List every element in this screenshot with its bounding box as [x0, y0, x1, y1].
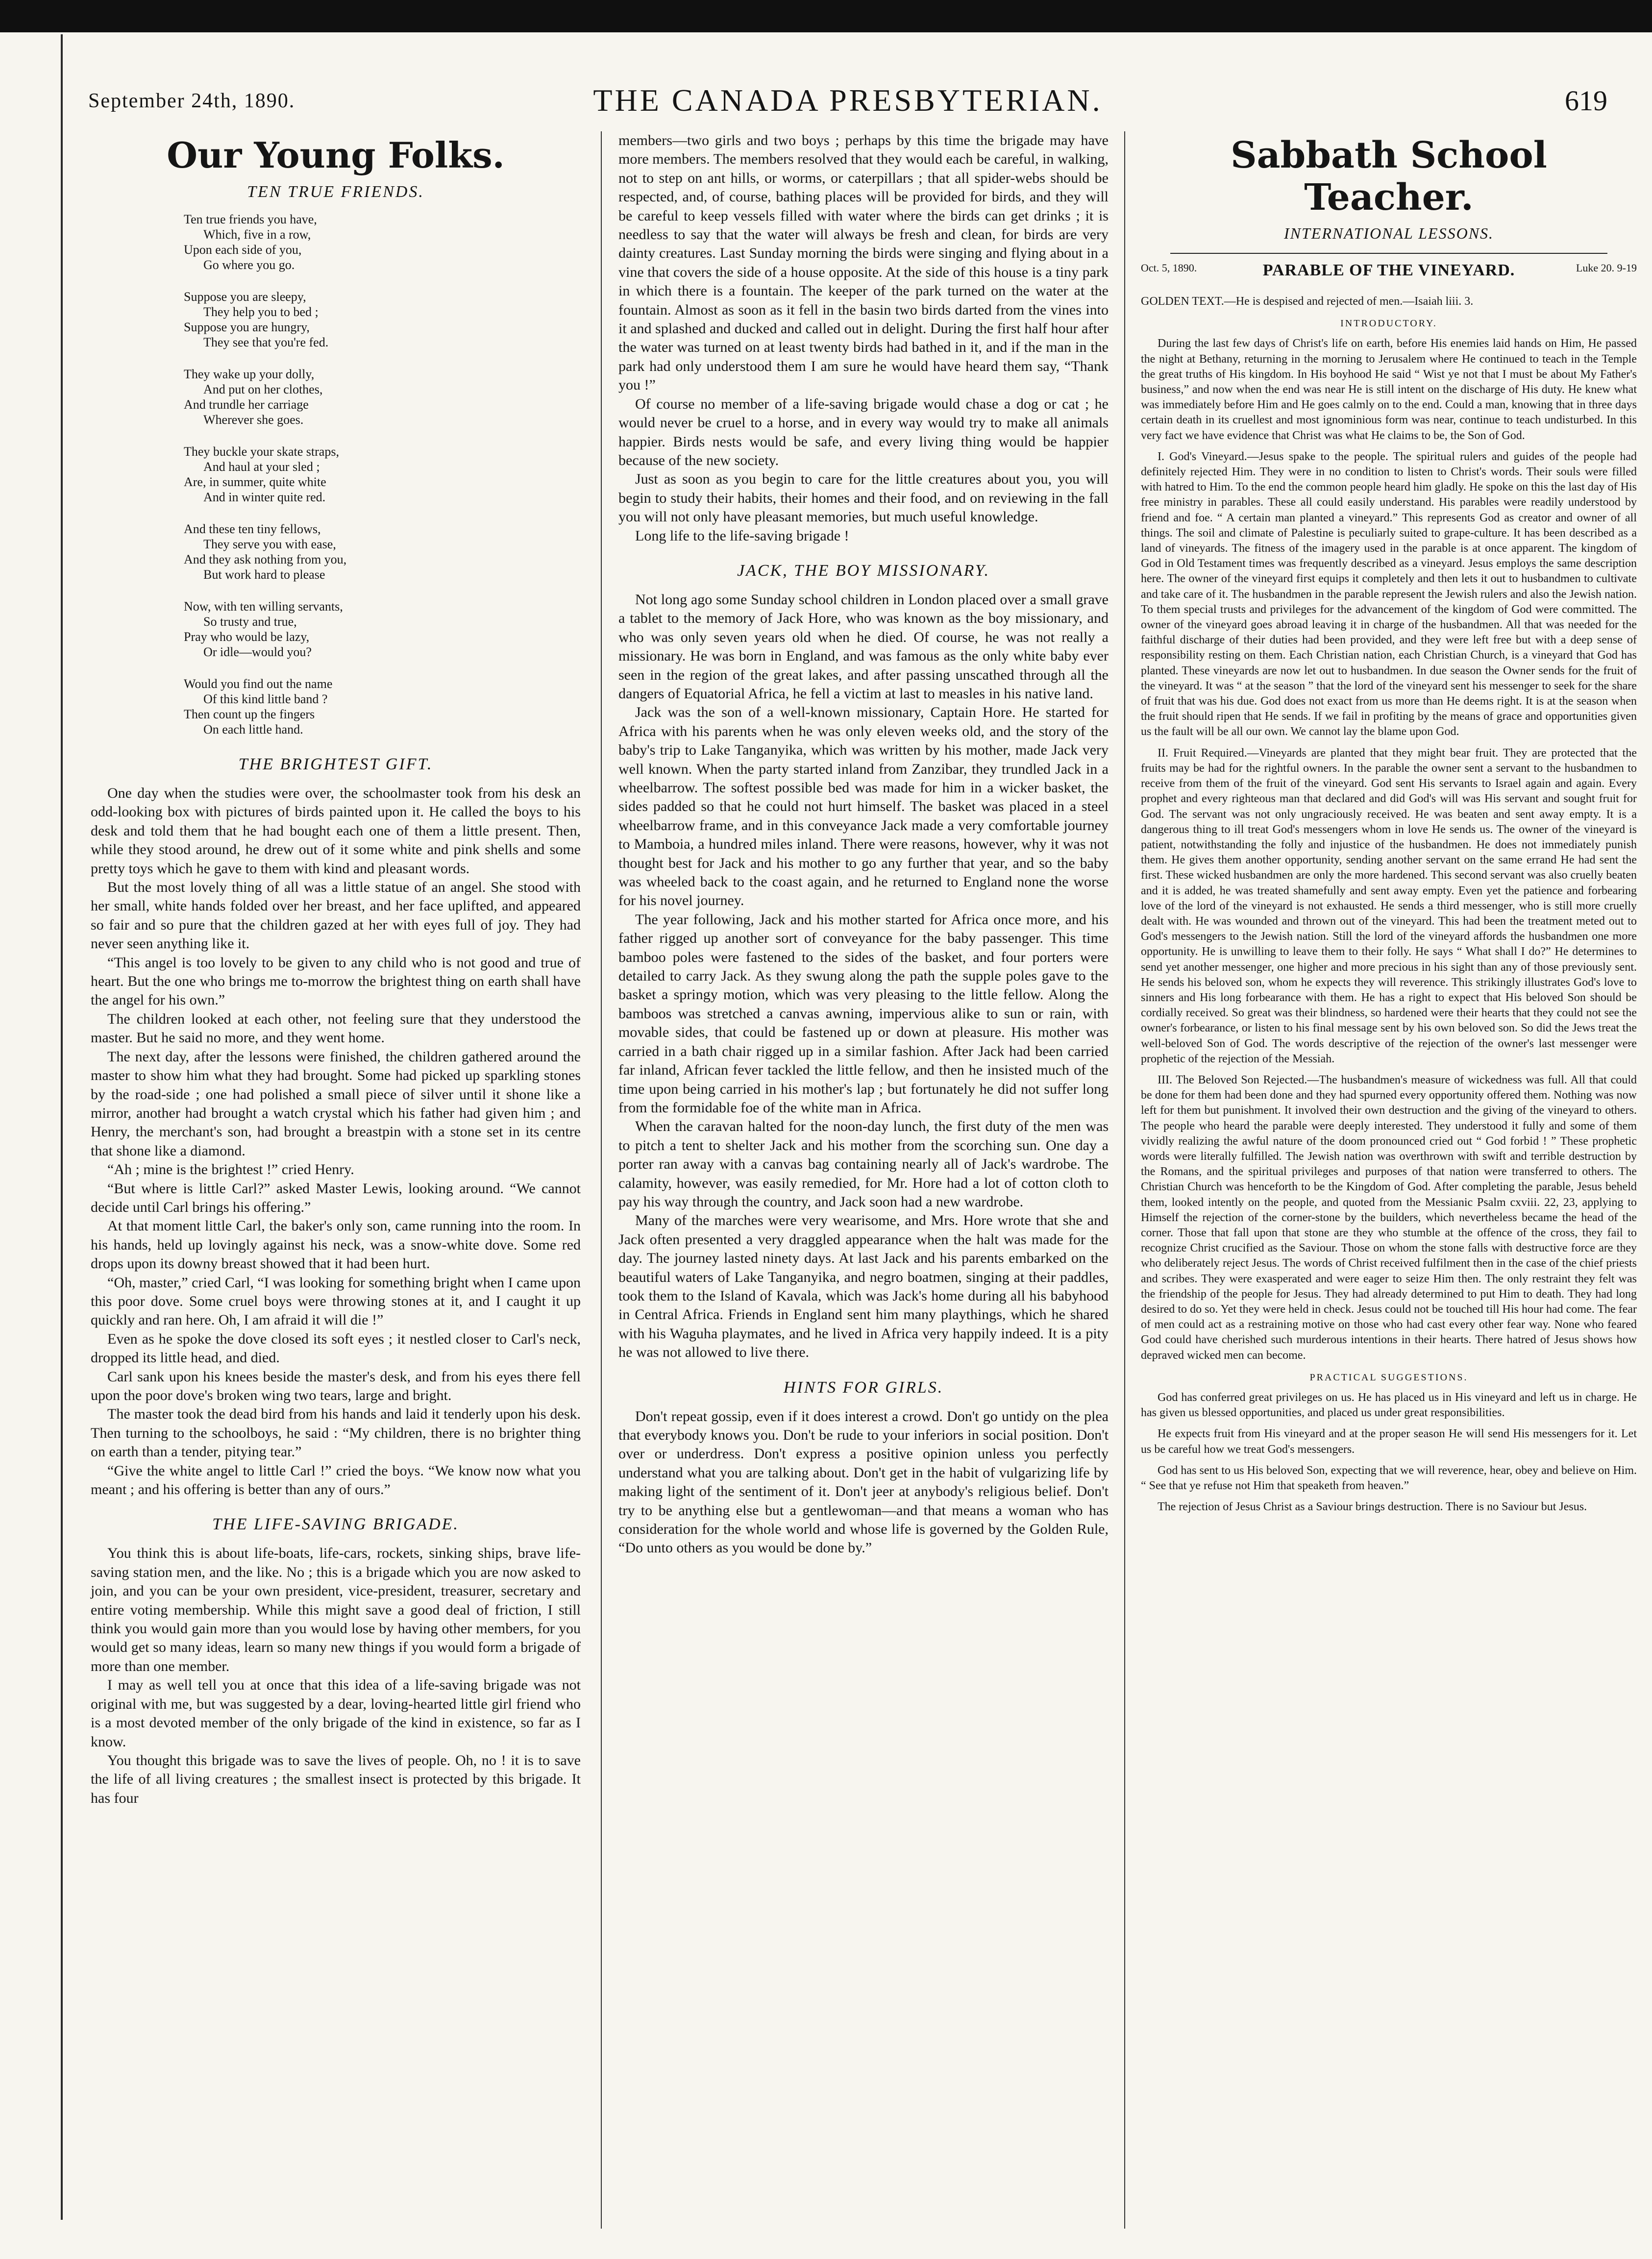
column-rule-left	[601, 131, 602, 2229]
paragraph: Not long ago some Sunday school children in London placed over a small grave a tablet to the memory of Jack Hore, who was known as the boy missionary, and who was only seven years old when he died. Of course, he was not really a missionary. He was born in England, and was famous as the only white baby ever seen in the region of the great lakes, and after passing unscathed through all the dangers of Equatorial Africa, he fell a victim at last to measles in his native land.	[618, 591, 1109, 702]
paragraph: Don't repeat gossip, even if it does interest a crowd. Don't go untidy on the plea that everybody knows you. Don't be rude to your inferiors in social position. Don't over or underdress. Don't express a positive opinion unless you perfectly understand what you are talking about. Don't get in the habit of vulgarizing life by making light of the sentiment of it. Don't jeer at anybody's religious belief. Don't try to be anything else but a gentlewoman—and that means a woman who has consideration for the whole world and whose life is governed by the Golden Rule, “Do unto others as you would be done by.”	[618, 1408, 1109, 1556]
poem-stanza	[184, 367, 488, 427]
paragraph: God has sent to us His beloved Son, expecting that we will reverence, hear, obey and believe on Him. “ See that ye refuse not Him that speaketh from heaven.”	[1141, 1464, 1637, 1493]
paragraph: At that moment little Carl, the baker's only son, came running into the room. In his hands, held up lovingly against his neck, was a snow-white dove. Some red drops upon its downy breast showed that it had been hurt.	[91, 1218, 581, 1272]
section-title-sabbath-school: Sabbath School Teacher.	[1231, 134, 1547, 219]
story-title-life-saving-brigade: THE LIFE-SAVING BRIGADE.	[212, 1515, 459, 1534]
lessons-subtitle: INTERNATIONAL LESSONS.	[1283, 224, 1494, 242]
story-title-hints-for-girls: HINTS FOR GIRLS.	[783, 1378, 944, 1397]
poem-stanza	[184, 444, 488, 505]
paragraph: Jack was the son of a well-known missionary, Captain Hore. He started for Africa with his parents when he was only eleven weeks old, and the story of the baby's trip to Lake Tanganyika, which was written by his mother, made Jack very well known. When the party started inland from Zanzibar, they trundled Jack in a wheelbarrow. The softest possible bed was made for him in a wicker basket, the sides padded so that he could not hurt himself. The basket was placed in a steel wheelbarrow frame, and in this conveyance Jack made a very comfortable journey to Mamboia, a hundred miles inland. There were reasons, however, why it was not thought best for Jack and his mother to go any further that year, and so the baby was wheeled back to the coast again, and he returned to England none the worse for his novel journey.	[618, 704, 1109, 909]
issue-date: September 24th, 1890.	[88, 90, 296, 112]
poem-line: They wake up your dolly,	[184, 367, 315, 381]
left-column	[91, 131, 581, 1808]
poem-line: Or idle—would you?	[203, 645, 312, 659]
paragraph: During the last few days of Christ's life on earth, before His enemies laid hands on Him, He passed the night at Bethany, returning in the morning to Jerusalem where He continued to teach in the Temple the great truths of His kingdom. In His boyhood He said “ Wist ye not that I must be about My Father's business,” and now when the end was near He is still intent on the discharge of His duty. He knew what was immediately before Him and He goes calmly on to the end. Could a man, knowing that in three days certain death in its cruellest and most ignominious form was near, continue to teach undisturbed. In this very fact we have evidence that Christ was what He claims to be, the Son of God.	[1141, 337, 1637, 442]
poem-line: They help you to bed ;	[203, 305, 319, 319]
paragraph: “This angel is too lovely to be given to any child who is not good and true of heart. But the one who brings me to-morrow the brightest thing on earth shall have the angel for his own.”	[91, 954, 581, 1008]
paragraph: members—two girls and two boys ; perhaps by this time the brigade may have more members. The members resolved that they would each be careful, in walking, not to step on ant hills, or worms, or caterpillars ; that all spider-webs should be respected, and, of course, bathing places will be provided for birds, and they will be careful to keep vessels filled with water where the birds can get drinks ; it is needless to say that the water will always be fresh and clean, for birds are very dainty creatures. Last Sunday morning the birds were singing and flying about in a vine that covers the side of a house opposite. At the side of this house is a tiny park in which there is a fountain. The keeper of the park turned on the water at the fountain. Almost as soon as it fell in the basin two birds darted from the vines into it and splashed and ducked and called out in delight. During the first half hour after the water was turned on at least twenty birds had bathed in it, and if the man in the park had only understood them I am sure he would have heard them say, “Thank you !”	[618, 132, 1109, 393]
binding-edge-rule	[61, 34, 63, 2220]
lesson-date: Oct. 5, 1890.	[1141, 262, 1197, 274]
paragraph: When the caravan halted for the noon-day lunch, the first duty of the men was to pitch a tent to shelter Jack and his mother from the scorching sun. One day a porter ran away with a canvas bag containing nearly all of Jack's wardrobe. The calamity, however, was easily remedied, for Mr. Hore had a lot of cotton cloth to pay his way through the country, and Jack soon had a new wardrobe.	[618, 1118, 1109, 1210]
poem-title: TEN TRUE FRIENDS.	[247, 183, 424, 201]
practical-suggestions-heading: PRACTICAL SUGGESTIONS.	[1309, 1372, 1468, 1383]
poem-line: Then count up the fingers	[184, 707, 315, 721]
poem-line: Ten true friends you have,	[184, 212, 317, 226]
lesson-reference: Luke 20. 9-19	[1576, 262, 1637, 274]
paragraph: Of course no member of a life-saving brigade would chase a dog or cat ; he would never be cruel to a horse, and in every way would try to make all animals happier. Birds nests would be safe, and every living thing would be happier because of the new society.	[618, 395, 1109, 468]
paragraph: Long life to the life-saving brigade !	[635, 527, 849, 544]
paragraph: The master took the dead bird from his hands and laid it tenderly upon his desk. Then turning to the schoolboys, he said : “My children, there is no brighter thing on earth than a tender, pitying tear.”	[91, 1406, 581, 1460]
poem-line: Suppose you are hungry,	[184, 320, 310, 334]
column-rule-right	[1124, 131, 1125, 2229]
paragraph: He expects fruit from His vineyard and at the proper season He will send His messengers for it. Let us be careful how we treat God's messengers.	[1141, 1427, 1637, 1456]
paragraph: But the most lovely thing of all was a little statue of an angel. She stood with her small, white hands folded over her breast, and her face uplifted, and appeared so fair and so pure that the children gazed at her with eyes full of joy. They had never seen anything like it.	[91, 879, 581, 952]
paragraph: “Oh, master,” cried Carl, “I was looking for something bright when I came upon this poor dove. Some cruel boys were throwing stones at it, and I caught it up quickly and ran here. Oh, I am afraid it will die !”	[91, 1274, 581, 1328]
poem-stanza	[184, 212, 488, 272]
paragraph: Even as he spoke the dove closed its soft eyes ; it nestled closer to Carl's neck, dropped its little head, and died.	[91, 1330, 581, 1366]
paragraph: The rejection of Jesus Christ as a Saviour brings destruction. There is no Saviour but Jesus.	[1158, 1500, 1587, 1514]
paragraph: You think this is about life-boats, life-cars, rockets, sinking ships, brave life-saving station men, and the like. No ; this is a brigade which you are now asked to join, and you can be your own president, vice-president, treasurer, secretary and entire voting membership. While this might save a good deal of friction, I still think you would gain more than you would lose by having other members, for you would get so many ideas, learn so many new things if you would form a brigade of more than one member.	[91, 1545, 581, 1674]
lesson-heading	[1141, 259, 1637, 290]
poem-line: But work hard to please	[203, 567, 325, 582]
poem-line: And trundle her carriage	[184, 397, 309, 412]
lesson-section: III. The Beloved Son Rejected.—The husbandmen's measure of wickedness was full. All that could be done for them had been done and they had spurned every opportunity offered them. Nothing was now left for them but punishment. It involved their own destruction and the giving of the vineyard to others. The people who heard the parable were deeply interested. They understood it fully and some of them vividly realizing the awful nature of the doom pronounced cried out “ God forbid ! ” These prophetic words were literally fulfilled. The Jewish nation was overthrown with swift and terrible destruction by the Romans, and the spiritual privileges and purposes of that nation were transferred to others. The Christian Church was henceforth to be the Kingdom of God. After completing the parable, Jesus beheld them, looked intently on the people, and quoted from the Messianic Psalm cxviii. 22, 23, applying to Himself the rejection of the corner-stone by the builders, which nevertheless became the head of the corner. Those that fall upon that stone are they who stumble at the offence of the cross, they fail to recognize Christ crucified as the Saviour. Those on whom the stone falls with destructive force are they who deliberately reject Jesus. The words of Christ received fulfilment then in the case of the chief priests and scribes. They were exasperated and were eager to seize Him then. The only restraint they felt was the friendship of the people for Jesus. They had already determined to put Him to death. They had long desired to do so. Yet they were held in check. Jesus could not be touched till His hour had come. The fear of men could act as a restraining motive on those who had cast every other fear way. None who feared God could have cherished such murderous intentions in their hearts. There hatred of Jesus shows how depraved wicked men can become.	[1141, 1073, 1637, 1362]
story-title-jack-boy-missionary: JACK, THE BOY MISSIONARY.	[737, 561, 990, 580]
poem-line: And they ask nothing from you,	[184, 552, 347, 566]
story-title-brightest-gift: THE BRIGHTEST GIFT.	[238, 755, 433, 773]
poem-line: And haul at your sled ;	[203, 460, 320, 474]
poem	[184, 212, 488, 737]
middle-column	[618, 131, 1109, 1558]
paragraph: The year following, Jack and his mother started for Africa once more, and his father rigged up another sort of conveyance for the baby passenger. This time bamboo poles were fastened to the sides of the basket, and four porters were detailed to carry Jack. As they swung along the path the supple poles gave to the basket a springy motion, which was very pleasing to the little fellow. Along the bamboos was stretched a canvas awning, impervious alike to sun or rain, with movable sides, that could be fastened up or down at pleasure. His mother was carried in a bath chair rigged up in a similar fashion. After Jack had been carried far inland, African fever tackled the little fellow, and then he insisted much of the time upon being carried in his mother's lap ; but fortunately he did not suffer long from the formidable foe of the white man in Africa.	[618, 911, 1109, 1116]
poem-stanza	[184, 599, 488, 660]
poem-line: They serve you with ease,	[203, 537, 336, 551]
poem-line: Pray who would be lazy,	[184, 630, 310, 644]
poem-line: Would you find out the name	[184, 677, 333, 691]
page-number: 619	[1565, 85, 1607, 117]
golden-text: GOLDEN TEXT.—He is despised and rejected of men.—Isaiah liii. 3.	[1141, 295, 1474, 308]
section-title-young-folks: Our Young Folks.	[167, 134, 505, 176]
paragraph: The next day, after the lessons were finished, the children gathered around the master to show him what they had brought. Some had picked up sparkling stones by the road-side ; one had polished a small piece of silver until it shone like a mirror, another had brought a watch crystal which his father had given him ; and Henry, the merchant's son, had brought a breastpin with a stone set in its centre that shone like a diamond.	[91, 1048, 581, 1159]
introductory-heading: INTRODUCTORY.	[1340, 318, 1437, 329]
paragraph: I may as well tell you at once that this idea of a life-saving brigade was not original with me, but was suggested by a dear, loving-hearted little girl friend who is a most devoted member of the only brigade of the kind in existence, so far as I know.	[91, 1677, 581, 1750]
publication-title: THE CANADA PRESBYTERIAN.	[593, 83, 1103, 118]
paragraph: One day when the studies were over, the schoolmaster took from his desk an odd-looking box with pictures of birds painted upon it. He called the boys to his desk and told them that he had bought each one of them a little present. Then, while they stood around, he drew out of it some white and pink shells and some pretty toys which he gave to them with kind and pleasant words.	[91, 785, 581, 877]
paragraph: God has conferred great privileges on us. He has placed us in His vineyard and left us in charge. He has given us blessed opportunities, and placed us under great responsibilities.	[1141, 1391, 1637, 1420]
poem-line: And these ten tiny fellows,	[184, 522, 321, 536]
poem-line: And put on her clothes,	[203, 382, 323, 396]
poem-line: Wherever she goes.	[203, 413, 304, 427]
paragraph: “Ah ; mine is the brightest !” cried Henry.	[107, 1161, 354, 1178]
paragraph: Carl sank upon his knees beside the master's desk, and from his eyes there fell upon the poor dove's broken wing two tears, large and bright.	[91, 1368, 581, 1403]
poem-line: Suppose you are sleepy,	[184, 290, 306, 304]
lesson-section: I. God's Vineyard.—Jesus spake to the people. The spiritual rulers and guides of the people had definitely rejected Him. They were in no condition to listen to Christ's words. Their souls were filled with hatred to Him. To the end the common people heard him gladly. He spoke on this the last day of His free ministry in parables. These all could easily understand. His parables were readily understood by friend and foe. “ A certain man planted a vineyard.” This represents God as creator and owner of all things. The soil and climate of Palestine is peculiarly suited to grape-culture. It has been described as a land of vineyards. The fitness of the imagery used in the parable is at once apparent. The kingdom of God in Old Testament times was frequently described as a vineyard. Jesus employs the same description here. The owner of the vineyard first equips it completely and then lets it out to husbandmen to cultivate and take care of it. The husbandmen in the parable represent the Jewish rulers and also the Jewish nation. To them special trusts and privileges for the advancement of the kingdom of God were committed. The owner of the vineyard goes abroad leaving it in charge of the husbandmen. All that was needed for the faithful discharge of their duties had been provided, and they were left free but with a deep sense of responsibility resting on them. Each Christian nation, each Christian Church, is a vineyard that God has planted. These vineyards are now let out to husbandmen. In due season the Owner sends for the fruit of the vineyard. It was “ at the season ” that the lord of the vineyard sent his messenger to seek for the share of fruit that was his due. God does not exact from us more than He deems right. It is at the season when the fruit should ripen that He sends. If we fail in profiting by the means of grace and opportunities given us the fault will be all our own. We cannot lay the blame upon God.	[1141, 450, 1637, 738]
poem-stanza	[184, 289, 488, 350]
poem-stanza	[184, 676, 488, 737]
right-column	[1141, 131, 1637, 1521]
lesson-title: PARABLE OF THE VINEYARD.	[1262, 261, 1515, 279]
poem-line: They see that you're fed.	[203, 335, 329, 349]
poem-line: They buckle your skate straps,	[184, 444, 339, 459]
top-border-bar	[0, 0, 1652, 32]
poem-line: Upon each side of you,	[184, 243, 302, 257]
poem-line: Go where you go.	[203, 258, 295, 272]
paragraph: “Give the white angel to little Carl !” cried the boys. “We know now what you meant ; and his offering is better than any of ours.”	[91, 1462, 581, 1498]
poem-line: And in winter quite red.	[203, 490, 326, 504]
poem-line: On each little hand.	[203, 722, 303, 737]
page-header	[88, 82, 1607, 122]
lesson-section: II. Fruit Required.—Vineyards are planted that they might bear fruit. They are protected that the fruits may be had for the rightful owners. In the parable the owner sent a servant to the husbandmen to receive from them of the fruit of the vineyard. God sent His servants to Israel again and again. Every prophet and every righteous man that declared and did God's will was His servant and sought fruit for God. The servant was not only ungraciously received. He was beaten and sent away empty. It is a dangerous thing to ill treat God's messengers whom in love He sends us. The owner of the vineyard is patient, notwithstanding the folly and injustice of the husbandmen. He does not immediately punish them. He gives them another opportunity, sending another servant on the same errand He had sent the first. These wicked husbandmen are only the more hardened. This second servant was also cruelly beaten and it is added, he was treated shamefully and sent away empty. Even yet the patience and forbearing love of the lord of the vineyard is not exhausted. He sends a third messenger, who is still more cruelly dealt with. He was wounded and thrown out of the vineyard. This had been the treatment meted out to God's messengers to the Jewish nation. Still the lord of the vineyard affords the husbandmen one more opportunity. He is unwilling to leave them to their folly. He says “ What shall I do?” He determines to send yet another messenger, one higher and more precious in his sight than any of those previously sent. He sends his beloved son, whom he expects they will reverence. This strikingly illustrates God's love to sinners and His long forbearance with them. He has a right to expect that His beloved Son should be cordially received. So great was their blindness, so hardened were their hearts that they could not see the owner's forbearance, or listen to his final message sent by his own beloved son. So did the Jews treat the well-beloved Son of God. The words descriptive of the rejection of the owner's last messenger were prophetic of the rejection of the Messiah.	[1141, 746, 1637, 1065]
paragraph: Just as soon as you begin to care for the little creatures about you, you will begin to study their habits, their homes and their food, and on reviewing in the fall you will not only have pleasant memories, but much useful knowledge.	[618, 471, 1109, 525]
poem-line: Of this kind little band ?	[203, 692, 328, 706]
poem-line: Which, five in a row,	[203, 227, 311, 242]
poem-stanza	[184, 521, 488, 582]
paragraph: Many of the marches were very wearisome, and Mrs. Hore wrote that she and Jack often presented a very draggled appearance when the halt was made for the day. The journey lasted ninety days. At last Jack and his parents embarked on the beautiful waters of Lake Tanganyika, and negro boatmen, singing at their paddles, took them to the Island of Kavala, which was Jack's home during all his babyhood in Central Africa. Friends in England sent him many playthings, which he shared with his Waguha playmates, and he lived in Africa very happily indeed. It is a pity he was not allowed to live there.	[618, 1212, 1109, 1361]
poem-line: So trusty and true,	[203, 614, 297, 629]
poem-line: Are, in summer, quite white	[184, 475, 326, 489]
paragraph: The children looked at each other, not feeling sure that they understood the master. But he said no more, and they went home.	[91, 1010, 581, 1046]
poem-line: Now, with ten willing servants,	[184, 599, 343, 614]
paragraph: You thought this brigade was to save the lives of people. Oh, no ! it is to save the life of all living creatures ; the smallest insect is protected by this brigade. It has four	[91, 1752, 581, 1806]
paragraph: “But where is little Carl?” asked Master Lewis, looking around. “We cannot decide until Carl brings his offering.”	[91, 1180, 581, 1215]
subtitle-underline	[1170, 253, 1607, 254]
